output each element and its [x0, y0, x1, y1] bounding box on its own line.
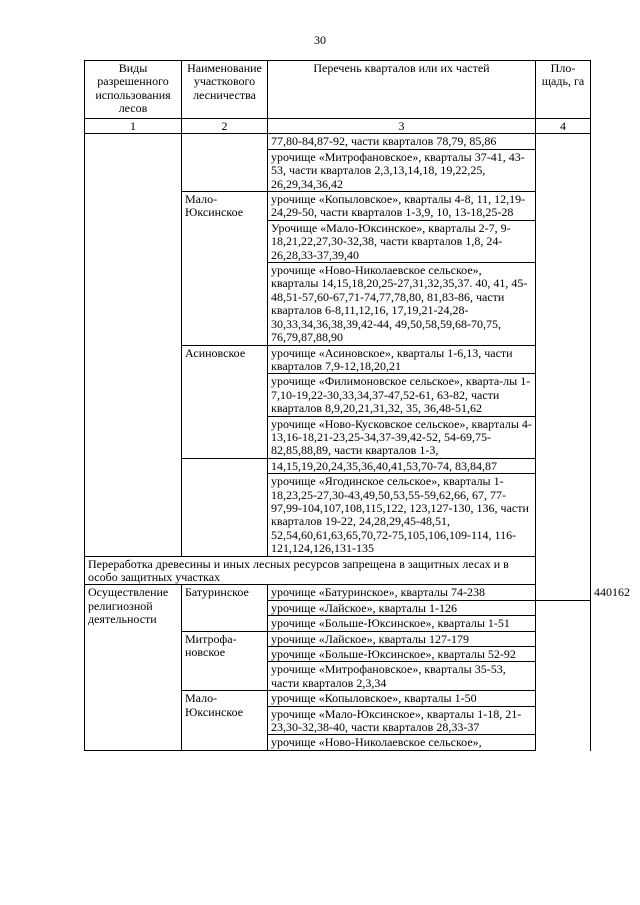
quarters-cell: урочище «Асиновское», кварталы 1-6,13, части кварталов 7,9-12,18,20,21 [268, 345, 536, 374]
table-row [85, 134, 591, 149]
column-number: 4 [536, 119, 591, 134]
quarters-cell: 77,80-84,87-92, части кварталов 78,79, 85,86 [268, 134, 536, 149]
quarters-cell: урочище «Филимоновское сельское», кварта-лы 1-7,10-19,22-30,33,34,37-47,52-61, 63-82, части кварталов 8,9,20,21,31,32, 35, 36,48-51,62 [268, 374, 536, 416]
header-forestry-name: Наименование участкового лесничества [182, 61, 268, 119]
quarters-cell: урочище «Лайское», кварталы 127-179 [268, 631, 536, 646]
use-type-cell [85, 134, 182, 556]
column-number-row [85, 119, 591, 134]
forest-use-table [84, 60, 630, 751]
use-type-religious: Осуществление религиозной деятельности [85, 585, 182, 750]
quarters-cell: 14,15,19,20,24,35,36,40,41,53,70-74, 83,84,87 [268, 458, 536, 473]
page-number: 30 [314, 33, 326, 47]
forestry-name-malo-yuksinskoe: Мало-Юксинское [182, 192, 268, 345]
quarters-cell: урочище «Митрофановское», кварталы 37-41, 43-53, части кварталов 2,3,13,14,18, 19,22,25, 26,29,34,36,42 [268, 149, 536, 191]
forestry-name-asinovskoe: Асиновское [182, 345, 268, 458]
quarters-cell: урочище «Батуринское», кварталы 74-238 [268, 585, 536, 600]
forestry-cell [182, 458, 268, 556]
quarters-cell: Урочище «Мало-Юксинское», кварталы 2-7, 9-18,21,22,27,30-32,38, части кварталов 1,8, 24-26,28,33-37,39,40 [268, 220, 536, 262]
note-text: Переработка древесины и иных лесных ресурсов запрещена в защитных лесах и в особо защитных участках [85, 556, 536, 585]
quarters-cell: урочище «Ново-Николаевское сельское», [268, 735, 536, 750]
column-number: 3 [268, 119, 536, 134]
forestry-name-mitrofanovskoe: Митрофа-новское [182, 631, 268, 691]
area-cell [536, 134, 591, 600]
quarters-cell: урочище «Копыловское», кварталы 1-50 [268, 691, 536, 706]
quarters-cell: урочище «Копыловское», кварталы 4-8, 11, 12,19-24,29-50, части кварталов 1-3,9, 10, 13-18,25-28 [268, 192, 536, 221]
quarters-cell: урочище «Мало-Юксинское», кварталы 1-18, 21-23,30-32,38-40, части кварталов 28,33-37 [268, 706, 536, 735]
quarters-cell: урочище «Ново-Николаевское сельское», кварталы 14,15,18,20,25-27,31,32,35,37. 40, 41, 45-48,51-57,60-67,71-74,77,78,80, 81,83-86, части кварталов 6-8,11,12,16, 17,19,21-24,28-30,33,34,36,38,39,42-44, 49,50,58,59,68-70,75, 76,79,87,88,90 [268, 263, 536, 345]
quarters-cell: урочище «Больше-Юксинское», кварталы 52-92 [268, 647, 536, 662]
quarters-cell: урочище «Ягодинское сельское», кварталы 1-18,23,25-27,30-43,49,50,53,55-59,62,66, 67, 77-97,99-104,107,108,115,122, 123,127-130, 136, части кварталов 19-22, 24,28,29,45-48,51, 52,54,60,61,63,65,70,72-75,105,106,109-114, 116-121,124,126,131-135 [268, 474, 536, 556]
quarters-cell: урочище «Митрофановское», кварталы 35-53, части кварталов 2,3,34 [268, 662, 536, 691]
forestry-name-baturinskoe: Батуринское [182, 585, 268, 631]
quarters-cell: урочище «Больше-Юксинское», кварталы 1-51 [268, 616, 536, 631]
table-row: Осуществление религиозной деятельности Батуринское урочище «Батуринское», кварталы 74-238 440162 [85, 585, 591, 600]
table-header-row [85, 61, 591, 119]
quarters-cell: урочище «Лайское», кварталы 1-126 [268, 600, 536, 615]
forestry-name-malo-yuksinskoe: Мало-Юксинское [182, 691, 268, 751]
column-number: 1 [85, 119, 182, 134]
note-row [85, 556, 591, 585]
forestry-cell [182, 134, 268, 192]
header-use-type: Виды разрешенного использования лесов [85, 61, 182, 119]
quarters-cell: урочище «Ново-Кусковское сельское», кварталы 4-13,16-18,21-23,25-34,37-39,42-52, 54-69,75-82,85,88,89, части кварталов 1-3, [268, 416, 536, 458]
header-quarters-list: Перечень кварталов или их частей [268, 61, 536, 119]
header-area: Пло-щадь, га [536, 61, 591, 119]
column-number: 2 [182, 119, 268, 134]
